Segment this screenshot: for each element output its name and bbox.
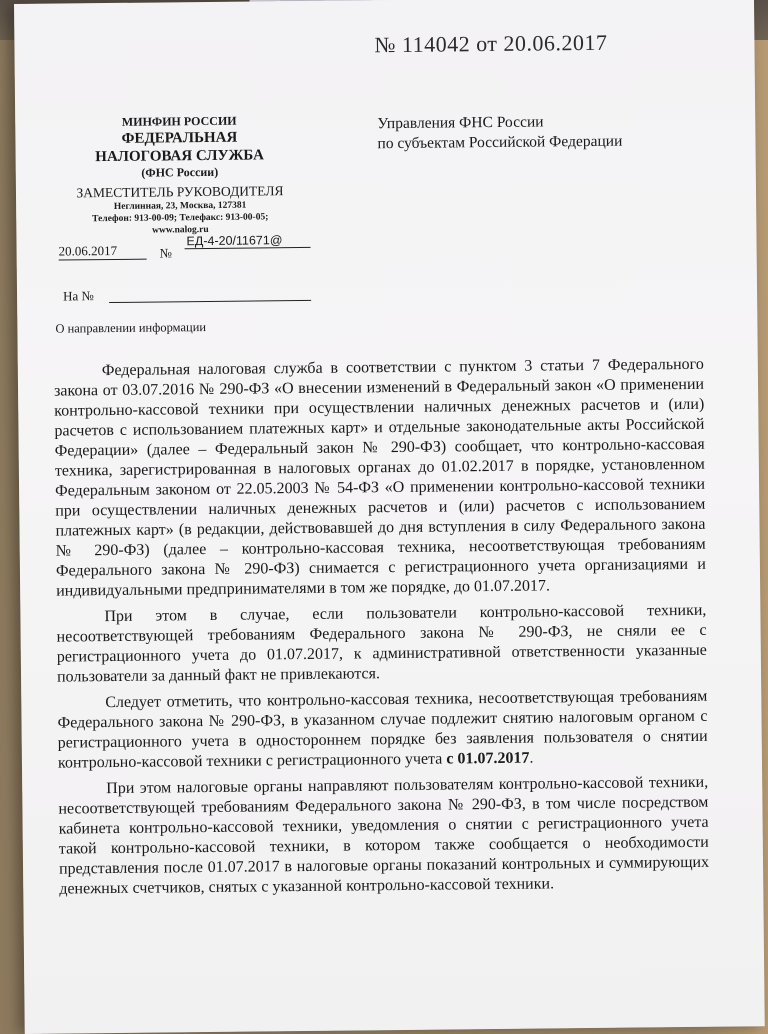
sender-block bbox=[49, 113, 310, 238]
sender-address: Неглинная, 23, Москва, 127381 bbox=[113, 200, 247, 212]
addressee-block bbox=[377, 112, 622, 155]
addressee-line2: по субъектам Российской Федерации bbox=[377, 132, 623, 153]
ministry-name: МИНФИН РОССИИ bbox=[121, 113, 237, 129]
body-paragraph-1: Федеральная налоговая служба в соответствии с пунктом 3 статьи 7 Федерального закона от 03.07.2016 № 290-ФЗ «О внесении изменений в Федеральный закон «О применении контрольно-кассовой техники при осуществлении наличных денежных расчетов и (или) расчетов с использованием платежных карт» и отдельные законодательные акты Российской Федерации» (далее – Федеральный закон № 290-ФЗ) сообщает, что контрольно-кассовая техника, зарегистрированная в налоговых органах до 01.02.2017 в порядке, установленном Федеральным законом от 22.05.2003 № 54-ФЗ «О применении контрольно-кассовой техники при осуществлении наличных денежных расчетов и (или) расчетов с использованием платежных карт» (в редакции, действовавшей до дня вступления в силу Федерального закона № 290-ФЗ) (далее – контрольно-кассовая техника, несоответствующая требованиям Федерального закона № 290-ФЗ) снимается с регистрационного учета организациями и индивидуальными предпринимателями в том же порядке, до 01.07.2017. bbox=[53, 355, 706, 600]
sender-website: www.nalog.ru bbox=[152, 224, 209, 236]
registration-number: № 114042 от 20.06.2017 bbox=[374, 29, 608, 58]
outgoing-date-field bbox=[59, 243, 147, 261]
outgoing-date: 20.06.2017 bbox=[59, 243, 147, 261]
org-name-line1: ФЕДЕРАЛЬНАЯ bbox=[121, 129, 238, 147]
body-paragraph-2: При этом в случае, если пользователи контрольно-кассовой техники, несоответствующей требованиям Федерального закона № 290-ФЗ, не сняли ее с регистрационного учета до 01.07.2017, к административной ответственности указанные пользователи за данный факт не привлекаются. bbox=[56, 601, 707, 686]
sender-position: ЗАМЕСТИТЕЛЬ РУКОВОДИТЕЛЯ bbox=[76, 183, 284, 201]
body-paragraph-3 bbox=[57, 687, 708, 774]
org-abbreviation: (ФНС России) bbox=[141, 164, 219, 180]
org-name-line2: НАЛОГОВАЯ СЛУЖБА bbox=[95, 147, 265, 166]
letter-page bbox=[14, 0, 765, 1034]
body-paragraph-4: При этом налоговые органы направляют пользователям контрольно-кассовой техники, несоответствующей требованиям Федерального закона № 290-ФЗ, в том числе посредством кабинета контрольно-кассовой техники, уведомления о снятии с регистрационного учета такой контрольно-кассовой техники, в котором также сообщается о необходимости представления после 01.07.2017 в налоговые органы показаний контрольных и суммирующих денежных счетчиков, снятых с указанной контрольно-кассовой техники. bbox=[58, 773, 710, 898]
number-sign: № bbox=[159, 245, 173, 261]
reference-number-line bbox=[109, 300, 311, 303]
addressee-line1: Управления ФНС России bbox=[377, 113, 544, 133]
body-paragraph-3-end: . bbox=[529, 749, 534, 767]
letter-body bbox=[54, 355, 710, 906]
body-paragraph-3-text: Следует отметить, что контрольно-кассовая техника, несоответствующая требованиям Федерального закона № 290-ФЗ, в указанном случае подлежит снятию налоговым органом с регистрационного учета в одностороннем порядке без заявления пользователя о снятии контрольно-кассовой техники с регистрационного учета bbox=[57, 687, 708, 772]
reference-number-label: На № bbox=[62, 288, 94, 304]
body-paragraph-3-date: с 01.07.2017 bbox=[446, 749, 530, 768]
letter-subject: О направлении информации bbox=[55, 320, 207, 336]
outgoing-number: ЕД-4-20/11671@ bbox=[184, 233, 310, 249]
sender-phones: Телефон: 913-00-09; Телефакс: 913-00-05; bbox=[92, 212, 269, 225]
